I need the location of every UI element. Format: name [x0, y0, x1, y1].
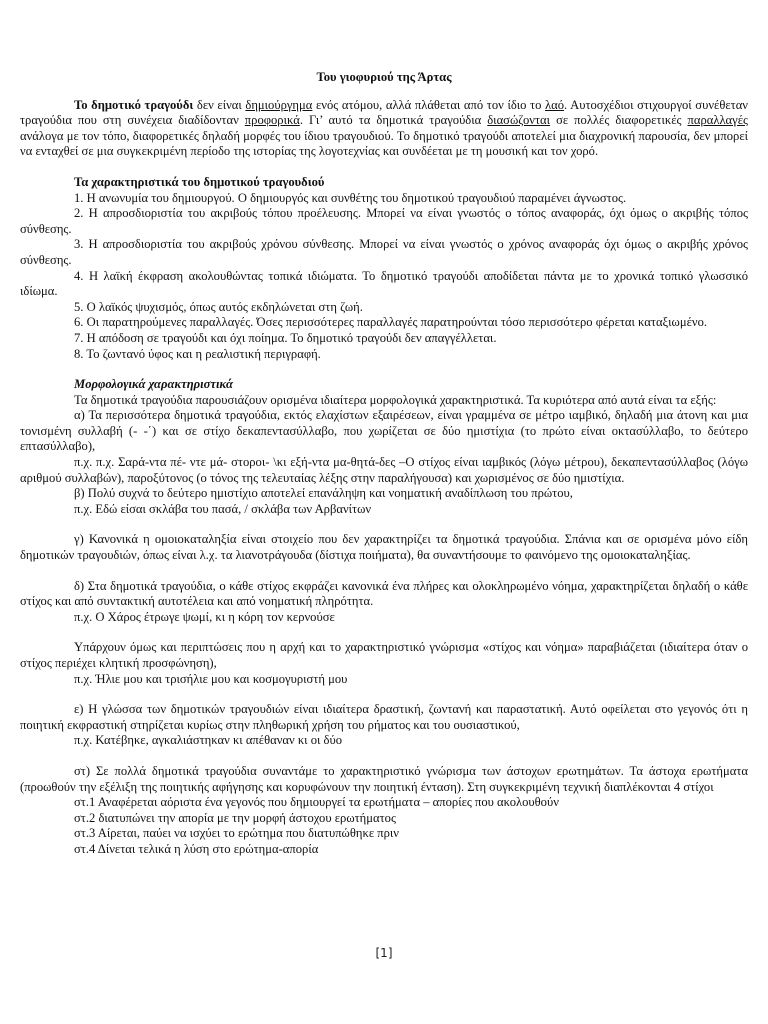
point-f: στ) Σε πολλά δημοτικά τραγούδια συναντάμε το χαρακτηριστικό γνώρισμα των άστοχων ερωτημάτων. Τα άστοχα ερωτήματα (προωθούν την εξέλιξη της ποιητικής αφήγησης και κορυφώνουν την ποιητική ένταση). Στη συγκεκριμένη τεχνική διαπλέκονται 4 στίχοι [20, 763, 748, 794]
point-b: β) Πολύ συχνά το δεύτερο ημιστίχιο αποτελεί επανάληψη και νοηματική αναδίπλωση του πρώτου, [74, 486, 573, 501]
point-a: α) Τα περισσότερα δημοτικά τραγούδια, εκτός ελαχίστων εξαιρέσεων, είναι γραμμένα σε μέτρο ιαμβικό, δηλαδή μια άτονη και μια τονισμένη συλλαβή (- -΄) και σε στίχο δεκαπεντασύλλαβο, που χωρίζεται σε δύο ημιστίχια (το πρώτο είναι οκτασύλλαβο, το δεύτερο επτασύλλαβο), [20, 408, 748, 454]
underlined-term: δημιούργημα [245, 97, 313, 112]
intro-term: Το δημοτικό τραγούδι [74, 97, 194, 112]
point-d: δ) Στα δημοτικά τραγούδια, ο κάθε στίχος εκφράζει κανονικά ένα πλήρες και ολοκληρωμένο νόημα, χαρακτηρίζεται δηλαδή ο κάθε στίχος και από συντακτική αυτοτέλεια και από νοηματική πληρότητα. [20, 578, 748, 609]
document-body [20, 70, 748, 858]
point-d-example: π.χ. Ο Χάρος έτρωγε ψωμί, κι η κόρη τον κερνούσε [74, 609, 335, 624]
underlined-term: διασώζονται [487, 113, 551, 128]
intro-text: σε πολλές διαφορετικές [550, 113, 688, 128]
intro-text: δεν είναι [193, 97, 246, 112]
point-b-example: π.χ. Εδώ είσαι σκλάβα του πασά, / σκλάβα των Αρβανίτων [74, 501, 372, 516]
intro-text: . Αυτοσχέδιοι στιχουργοί συνέθεταν τραγούδια που στη συνέχεια διαδίδονταν [20, 97, 748, 128]
point-d-exception: Υπάρχουν όμως και περιπτώσεις που η αρχή και το χαρακτηριστικό γνώρισμα «στίχος και νόημα» παραβιάζεται (ιδιαίτερα όταν ο στίχος περιέχει κλητική προσφώνηση), [20, 640, 748, 670]
point-c: γ) Κανονικά η ομοιοκαταληξία είναι στοιχείο που δεν χαρακτηρίζει τα δημοτικά τραγούδια. Σπάνια και σε ορισμένα μόνο είδη δημοτικών τραγουδιών, όπως είναι λ.χ. τα λιανοτράγουδα (δίστιχα ποιήματα), θα συναντήσουμε το φαινόμενο της ομοιοκαταληξίας. [20, 532, 748, 563]
feature-item: 2. Η απροσδιοριστία του ακριβούς τόπου προέλευσης. Μπορεί να είναι γνωστός ο τόπος αναφοράς, όχι όμως ο ακριβής τόπος σύνθεσης. [20, 206, 748, 236]
underlined-term: προφορικά [244, 113, 300, 128]
feature-item: 4. Η λαϊκή έκφραση ακολουθώντας τοπικά ιδιώματα. Το δημοτικό τραγούδι αποδίδεται πάντα με το χρονικά τοπικό γλωσσικό ιδίωμα. [20, 268, 748, 299]
point-d-exception-example: π.χ. Ήλιε μου και τρισήλιε μου και κοσμογυριστή μου [74, 671, 348, 686]
point-f-step: στ.4 Δίνεται τελικά η λύση στο ερώτημα-απορία [74, 841, 319, 856]
point-f-step: στ.3 Αίρεται, παύει να ισχύει το ερώτημα που διατυπώθηκε πριν [74, 826, 399, 841]
features-heading: Τα χαρακτηριστικά του δημοτικού τραγουδιού [74, 174, 325, 189]
feature-item: 3. Η απροσδιοριστία του ακριβούς χρόνου σύνθεσης. Μπορεί να είναι γνωστός ο χρόνος αναφοράς όχι όμως ο ακριβής χρόνος σύνθεσης. [20, 237, 748, 267]
point-e-example: π.χ. Κατέβηκε, αγκαλιάστηκαν κι απέθαναν κι οι δύο [74, 733, 343, 748]
underlined-term: παραλλαγές [687, 113, 748, 128]
point-e: ε) Η γλώσσα των δημοτικών τραγουδιών είναι ιδιαίτερα δραστική, ζωντανή και παραστατική. Αυτό οφείλεται στο γεγονός ότι η ποιητική εκφραστική στηρίζεται κυρίως στην πληθωρική χρήση του ρήματος και του ουσιαστικού, [20, 702, 748, 732]
underlined-term: λαό [545, 97, 565, 112]
point-f-step: στ.2 διατυπώνει την απορία με την μορφή άστοχου ερωτήματος [74, 810, 396, 825]
feature-item: 6. Οι παρατηρούμενες παραλλαγές. Όσες περισσότερες παραλλαγές παρατηρούνται τόσο περισσότερο φέρεται καταξιωμένο. [74, 315, 708, 330]
feature-item: 7. Η απόδοση σε τραγούδι και όχι ποίημα. Το δημοτικό τραγούδι δεν απαγγέλλεται. [74, 330, 497, 345]
morphology-heading: Μορφολογικά χαρακτηριστικά [74, 377, 233, 392]
point-f-step: στ.1 Αναφέρεται αόριστα ένα γεγονός που δημιουργεί τα ερωτήματα – απορίες που ακολουθούν [74, 795, 559, 810]
page-number: [1] [375, 946, 393, 960]
morphology-intro: Τα δημοτικά τραγούδια παρουσιάζουν ορισμένα ιδιαίτερα μορφολογικά χαρακτηριστικά. Τα κυριότερα από αυτά είναι τα εξής: [74, 392, 717, 407]
page-title: Του γιοφυριού της Άρτας [316, 70, 452, 84]
feature-item: 5. Ο λαϊκός ψυχισμός, όπως αυτός εκδηλώνεται στη ζωή. [74, 299, 363, 314]
intro-text: ανάλογα με τον τόπο, διαφορετικές δηλαδή μορφές του ίδιου τραγουδιού. Το δημοτικό τραγούδι αποτελεί μια διαχρονική παρουσία, δεν μπορεί να ενταχθεί σε μια συγκεκριμένη περίοδο της ιστορίας της λογοτεχνίας και συνδέεται με τη μουσική και τον χορό. [20, 128, 748, 159]
intro-text: . Γι’ αυτό τα δημοτικά τραγούδια [299, 113, 488, 128]
feature-item: 8. Το ζωντανό ύφος και η ρεαλιστική περιγραφή. [74, 346, 321, 361]
point-a-example: π.χ. π.χ. Σαρά-ντα πέ- ντε μά- στοροι- \κι εξή-ντα μα-θητά-δες –Ο στίχος είναι ιαμβικός (λόγω μέτρου), δεκαπεντασύλλαβος (λόγω αριθμού συλλαβών), παροξύτονος (ο τόνος της τελευταίας λέξης στην παραλήγουσα) και χωρισμένος σε δύο ημιστίχια. [20, 455, 748, 485]
intro-paragraph [20, 98, 748, 160]
feature-item: 1. Η ανωνυμία του δημιουργού. Ο δημιουργός και συνθέτης του δημοτικού τραγουδιού παραμένει άγνωστος. [74, 190, 627, 205]
intro-text: ενός ατόμου, αλλά πλάθεται από τον ίδιο το [312, 97, 546, 112]
